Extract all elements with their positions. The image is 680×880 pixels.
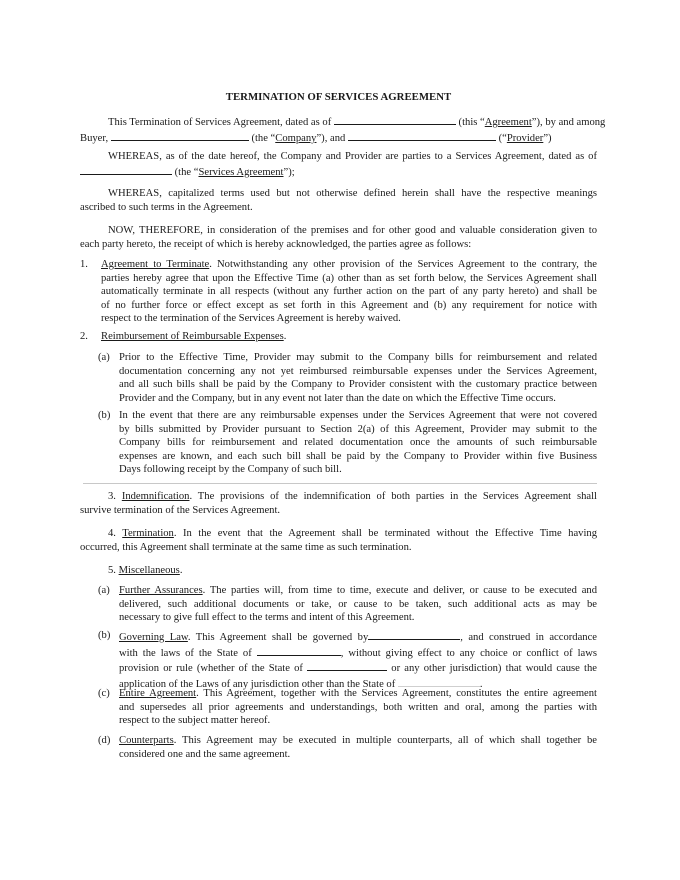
intro-text: ”): [543, 132, 552, 144]
section-5c: [98, 687, 597, 728]
subsection-text: , without giving effect to any choice or conflict of laws: [340, 647, 597, 659]
section-3: [80, 490, 597, 517]
section-number: 3.: [108, 491, 116, 502]
whereas-paragraph-1: [80, 150, 597, 179]
section-5: [80, 564, 597, 578]
defined-term: Company: [275, 132, 317, 144]
subsection-text: application of the Laws of any jurisdiction other than the State of: [119, 678, 396, 690]
section-heading: Indemnification: [121, 491, 190, 502]
intro-text: Buyer,: [80, 132, 109, 144]
section-text: automatically terminate in all respects (without any further action on the part of any party hereto) and shall be: [101, 286, 597, 298]
subsection-label: (c): [98, 688, 110, 699]
provider-blank: [348, 130, 496, 141]
intro-text: ”), and: [316, 132, 346, 144]
state-blank-2: [307, 660, 387, 671]
defined-term: Provider: [506, 132, 544, 144]
subsection-text: Provider and the Company, but in any event not later than the date on which the Effective Time occurs.: [119, 392, 556, 404]
subsection-label: (a): [98, 585, 110, 596]
section-number: 2.: [80, 331, 88, 342]
subsection-label: (a): [98, 352, 110, 363]
section-number: 4.: [108, 528, 116, 539]
section-5a: [98, 584, 597, 625]
subsection-text: Prior to the Effective Time, Provider may submit to the Company bills for reimbursement and related: [119, 352, 597, 363]
section-1: [80, 258, 597, 326]
section-2b: [98, 409, 597, 477]
subsection-text: . This Agreement may be executed in multiple counterparts, all of which shall together be: [173, 735, 597, 746]
subsection-label: (d): [98, 735, 111, 746]
subsection-text: considered one and the same agreement.: [119, 748, 291, 760]
defined-term: Services Agreement: [198, 166, 284, 178]
subsection-text: . This Agreement shall be governed by: [187, 632, 369, 643]
subsection-text: .: [479, 678, 483, 690]
whereas-text: ”);: [283, 166, 295, 178]
section-text: .: [179, 565, 183, 576]
intro-text: ”), by and among: [531, 117, 606, 128]
subsection-text: delivered, such additional documents or take, or cause to be taken, such additional acts as may be: [119, 598, 597, 610]
section-text: . In the event that the Agreement shall be terminated without the Effective Time having: [173, 528, 597, 539]
section-5b: [98, 629, 597, 691]
subsection-heading: Counterparts: [119, 735, 174, 746]
now-therefore-text: NOW, THEREFORE, in consideration of the premises and for other good and valuable consideration given to: [108, 225, 597, 236]
subsection-text: necessary to give full effect to the terms and intent of this Agreement.: [119, 612, 415, 624]
subsection-label: (b): [98, 410, 111, 421]
section-heading: Reimbursement of Reimbursable Expenses: [101, 331, 284, 342]
intro-text: (“: [498, 132, 507, 144]
section-2a: [98, 351, 597, 405]
subsection-text: . The parties will, from time to time, execute and deliver, or cause to be executed and: [202, 585, 597, 596]
section-2: [80, 330, 597, 344]
subsection-heading: Further Assurances: [119, 585, 203, 596]
intro-text: (the “: [251, 132, 276, 144]
defined-term: Agreement: [484, 117, 532, 128]
subsection-text: provision or rule (whether of the State of: [119, 663, 303, 675]
subsection-text: respect to the subject matter hereof.: [119, 715, 271, 727]
state-blank-3: [398, 676, 480, 687]
subsection-text: or any other jurisdiction) that would cause the: [391, 663, 597, 675]
services-date-blank: [80, 164, 172, 175]
subsection-text: expenses are known, and each such bill shall be paid by the Company to Provider within five Business: [119, 450, 597, 462]
section-heading: Termination: [122, 528, 174, 539]
section-number: 5.: [108, 565, 116, 576]
now-therefore-text: each party hereto, the receipt of which is hereby acknowledged, the parties agree as follows:: [80, 238, 472, 250]
whereas-paragraph-2: [80, 187, 597, 214]
state-blank: [257, 645, 341, 656]
whereas-text: (the “: [174, 166, 199, 178]
section-number: 1.: [80, 259, 88, 270]
subsection-text: by bills submitted by Provider pursuant to Section 2(a) of this Agreement, Provider may submit to the: [119, 423, 597, 435]
subsection-text: with the laws of the State of: [119, 647, 252, 659]
section-text: . The provisions of the indemnification of both parties in the Services Agreement shall: [189, 491, 597, 502]
section-5d: [98, 734, 597, 761]
section-heading: Miscellaneous: [118, 565, 180, 576]
date-blank: [334, 114, 456, 125]
subsection-heading: Entire Agreement: [119, 688, 197, 699]
whereas-text: WHEREAS, capitalized terms used but not otherwise defined herein shall have the respective meanings: [108, 188, 597, 199]
subsection-heading: Governing Law: [119, 632, 188, 643]
section-text: survive termination of the Services Agreement.: [80, 504, 281, 516]
subsection-text: documentation concerning any not yet reimbursed reimbursable expenses under the Services Agreement,: [119, 365, 597, 377]
now-therefore-paragraph: [80, 224, 597, 251]
intro-paragraph: [80, 114, 606, 145]
subsection-label: (b): [98, 630, 111, 641]
whereas-text: WHEREAS, as of the date hereof, the Company and Provider are parties to a Services Agreement, dated as of: [108, 151, 597, 162]
section-text: .: [283, 331, 287, 342]
subsection-text: In the event that there are any reimbursable expenses under the Services Agreement that were not covered: [119, 410, 597, 421]
subsection-text: . This Agreement, together with the Services Agreement, constitutes the entire agreement: [196, 688, 598, 699]
section-text: parties hereby agree that upon the Effective Time (a) other than as set forth below, the Services Agreement shall: [101, 272, 597, 284]
buyer-blank: [111, 130, 249, 141]
subsection-text: , and construed in accordance: [460, 632, 597, 643]
intro-text: This Termination of Services Agreement, dated as of: [108, 117, 332, 128]
subsection-text: Days following receipt by the Company of such bill.: [119, 464, 342, 476]
page-separator: [83, 483, 597, 484]
document-title: TERMINATION OF SERVICES AGREEMENT: [225, 91, 452, 103]
section-text: . Notwithstanding any other provision of the Services Agreement to the contrary, the: [209, 259, 597, 270]
subsection-text: Company bills for reimbursement and related documentation once the amounts of such reimbursable: [119, 437, 597, 449]
governing-law-blank: [368, 629, 460, 640]
section-heading: Agreement to Terminate: [101, 259, 210, 270]
section-4: [80, 527, 597, 554]
section-text: occurred, this Agreement shall terminate at the same time as such termination.: [80, 541, 412, 553]
whereas-text: ascribed to such terms in the Agreement.: [80, 201, 253, 213]
section-text: of no further force or effect except as set forth in this Agreement and (b) any requirement for notice with: [101, 299, 597, 311]
intro-text: (this “: [458, 117, 485, 128]
subsection-text: and supersedes all prior agreements and understandings, both written and oral, among the parties with: [119, 701, 597, 713]
subsection-text: and all such bills shall be paid by the Company to Provider consistent with the customary practice between: [119, 379, 597, 391]
section-text: respect to the termination of the Services Agreement is hereby waived.: [101, 313, 401, 325]
